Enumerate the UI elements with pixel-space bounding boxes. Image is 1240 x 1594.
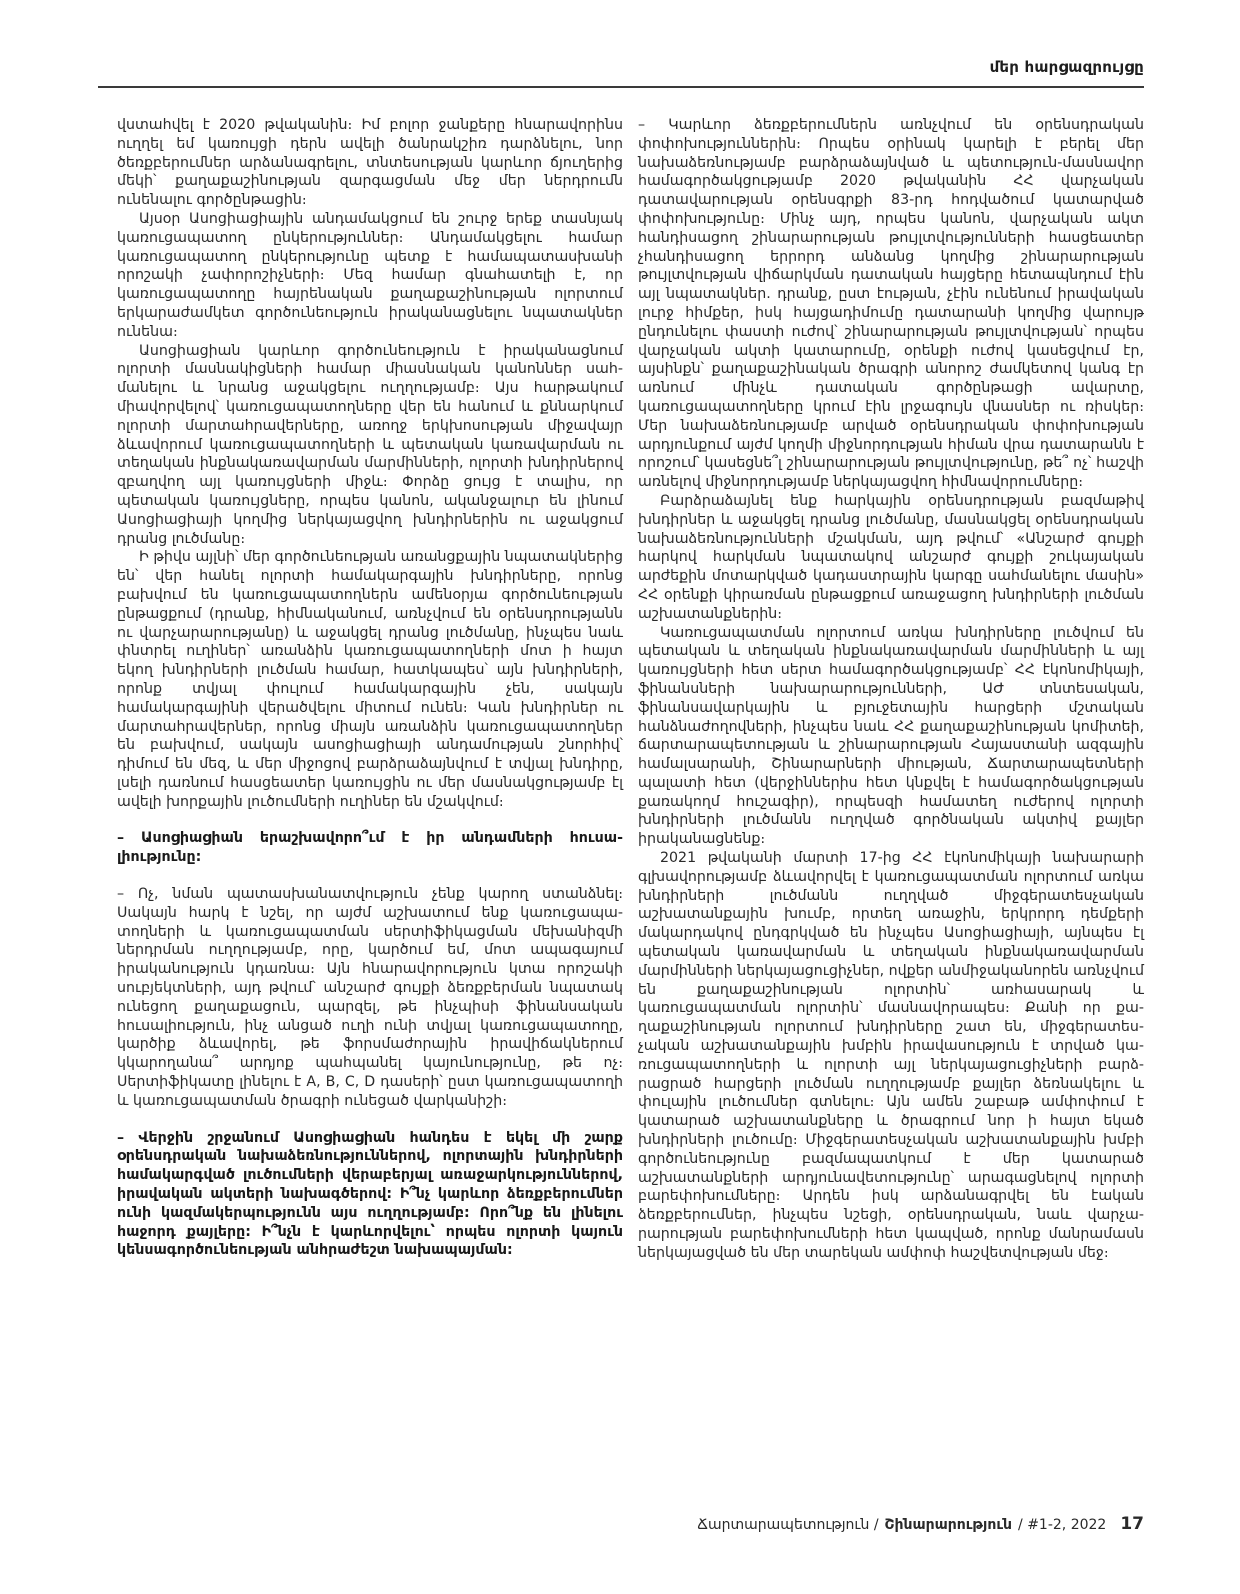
left-column (117, 116, 623, 1278)
page-footer (697, 1514, 1144, 1534)
interview-question: – Վերջին շրջանում Ասոցիացիան հանդես է եկել մի շարք օրենսդրական նախաձեռնություններով, ոլորտային խնդիրների համակարգված լուծումների վերաբերյալ առաջարկություններով, իրավական ակտերի նախագծերով: Ի՞նչ կարևոր ձեռքբերումներ ունի կազմակերպությունն այս ուղղությամբ: Որո՞նք են լինելու հաջորդ քայլերը: Ի՞նչն է կարևորվելու՝ որպես ոլորտի կայուն կենսագործունեության անհրաժեշտ նախապայման: (117, 1129, 623, 1259)
footer-magazine-name: Շինարարություն (884, 1517, 1013, 1533)
article-paragraph: – Ոչ, նման պատասխանատվություն չենք կարող ստանձնել։ Սակայն հարկ է նշել, որ այժմ աշխատում ենք կառուցապատողների և կառուցապատման սերտիֆիկացման մեխանիզմի ներդրման ուղղությամբ, որը, կարծում եմ, մոտ ապագայում իրականություն կդառնա։ Այն հնարավորություն կտա որոշակի սուբյեկտների, այդ թվում՝ անշարժ գույքի ձեռքբերման նպատակ ունեցող քաղաքացուն, պարզել, թե ինչպիսի ֆինանսական հուսալիություն, ինչ անցած ուղի ունի տվյալ կառուցապատողը, կարծիք ձևավորել, թե ֆորսմաժորային իրավիճակներում կկարողանա՞ արդյոք պահպանել կայունությունը, թե ոչ։ Սերտիֆիկատը լինելու է A, B, C, D դասերի՝ ըստ կառուցապատողի և կառուցապատման ծրագրի ունեցած վարկանիշի։ (117, 886, 623, 1109)
page-number: 17 (1120, 1514, 1144, 1534)
footer-issue: / #1-2, 2022 (1018, 1517, 1107, 1533)
article-paragraph: Բարձրաձայնել ենք հարկային օրենսդրության բազմաթիվ խնդիրներ և աջակցել դրանց լուծմանը, մասնակցել օրենսդրական նախաձեռնությունների մշակման, այդ թվում՝ «Անշարժ գույքի հարկով հարկման նպատակով անշարժ գույքի շուկայական արժեքին մոտարկված կադաստրային կարգը սահմանելու մասին» ՀՀ օրենքի կիրառման ընթացքում առաջացող խնդիրների լուծման աշխատանքներին։ (638, 492, 1144, 622)
footer-section-name: Ճարտարապետություն / (697, 1517, 879, 1533)
article-paragraph: 2021 թվականի մարտի 17-ից ՀՀ էկոնոմիկայի նախարարի գլխավորությամբ ձևավորվել է կառուցապատման ոլորտում առկա խնդիրների լուծմանն ուղղված միջգերատեսչական աշխատանքային խումբ, որտեղ առաջին, երկրորդ դեմքերի մակարդակով ընդգրկված են ինչպես Ասոցիացիայի, այնպես էլ պետական կառավարման և տեղական ինքնակառավարման մարմինների ներկայացուցիչներ, ովքեր անմիջականորեն առնչվում են քաղաքաշինության ոլորտին՝ առհասարակ և կառուցապատման ոլորտին՝ մասնավորապես։ Քանի որ քաղաքաշինության ոլորտում խնդիրները շատ են, միջգերատեսչական աշխատանքային խմբին իրավասություն է տրված կառուցապատողների և ոլորտի այլ ներկայացուցիչների բարձրացրած հարցերի լուծման ուղղությամբ քայլեր ձեռնակելու և փուլային լուծումներ գտնելու։ Այն ամեն շաբաթ ամփոփում է կատարած աշխատանքները և ծրագրում նոր ի հայտ եկած խնդիրների լուծումը։ Միջգերատեսչական աշխատանքային խմբի գործունեությունը բազմապատկում է մեր կատարած աշխատանքների արդյունավետությունը՝ արագացնելով ոլորտի բարեփոխումները։ Արդեն իսկ արձանագրվել են էական ձեռքբերումներ, ինչպես նշեցի, օրենսդրական, նաև վարչարարության բարեփոխումների հետ կապված, որոնք մանրամասն ներկայացված են մեր տարեկան ամփոփ հաշվետվության մեջ։ (638, 850, 1144, 1261)
article-paragraph: Ասոցիացիան կարևոր գործունեություն է իրականացնում ոլորտի մասնակիցների համար միասնական կանոններ սահմանելու և նրանց աջակցելու ուղղությամբ։ Այս հարթակում միավորվելով՝ կառուցապատողները վեր են հանում և քննարկում ոլորտի մարտահրավերները, առողջ երկխոսության միջավայր ձևավորում կառուցապատողների և պետական կառավարման ու տեղական ինքնակառավարման մարմինների, ոլորտի խնդիրներով զբաղվող այլ կառույցների միջև։ Փորձը ցույց է տալիս, որ պետական կառույցները, որպես կանոն, ականջալուր են լինում Ասոցիացիայի կողմից ներկայացվող խնդիրներին ու աջակցում դրանց լուծմանը։ (117, 342, 623, 547)
article-paragraph: Այսօր Ասոցիացիային անդամակցում են շուրջ երեք տասնյակ կառուցապատող ընկերություններ։ Անդամակցելու համար կառուցապատող ընկերությունը պետք է համապատասխանի որոշակի չափորոշիչների։ Մեզ համար գնահատելի է, որ կառուցապատողը հայրենական քաղաքաշինության ոլորտում երկարաժամկետ գործունեություն իրականացնելու նպատակներ ունենա։ (117, 210, 623, 340)
section-tag: մեր հարցազրույցը (989, 58, 1144, 76)
right-column (638, 116, 1144, 1263)
article-paragraph: վստահվել է 2020 թվականին։ Իմ բոլոր ջանքերը հնարավորինս ուղղել եմ կառույցի դերն ավելի ծանրակշիռ դարձնելու, նոր ծեռքբերումներ արձանագրելու, տնտեսության կարևոր ճյուղերից մեկի՝ քաղաքաշինության զարգացման մեջ մեր ներդրումն ունենալու գործընթացին։ (117, 117, 623, 209)
article-paragraph: – Կարևոր ձեռքբերումներն առնչվում են օրենսդրական փոփոխություններին։ Որպես օրինակ կարելի է բերել մեր նախաձեռնությամբ բարձրաձայնված և պետություն-մասնավոր համագործակցությամբ 2020 թվականին ՀՀ վարչական դատավարության օրենսգրքի 83-րդ հոդվածում կատարված փոփոխությունը։ Մինչ այդ, որպես կանոն, վարչական ակտ հանդիսացող շինարարության թույլտվությունների հասցեատեր չհանդիսացող երրորդ անձանց կողմից շինարարության թույլտվության վիճարկման դատական հայցերը հետապնդում էին այլ նպատակներ. դրանք, ըստ էության, չէին ունենում իրավական լուրջ հիմքեր, իսկ հայցադիմումը դատարանի կողմից վարույթ ընդունելու փաստի ուժով՝ շինարարության թույլտվության՝ որպես վարչական ակտի կատարումը, օրենքի ուժով կասեցվում էր, այսինքն՝ քաղաքաշինական ծրագրի անորոշ ժամկետով կանգ էր առնում մինչև դատական գործընթացի ավարտը, կառուցապատողները կրում էին լրջագույն վնասներ ու ռիսկեր։ Մեր նախաձեռնությամբ արված օրենսդրական փոփոխության արդյունքում այժմ կողմի միջնորդության հիման վրա դատարանն է որոշում՝ կասեցնե՞լ շինարարության թույլտվությունը, թե՞ ոչ՝ հաշվի առնելով միջնորդությամբ ներկայացվող հիմնավորումները։ (638, 117, 1144, 491)
header-rule (98, 86, 1144, 88)
interview-question: – Ասոցիացիան երաշխավորո՞ւմ է իր անդամների հուսալիությունը: (117, 830, 623, 866)
article-paragraph: Ի թիվս այլնի՝ մեր գործունեության առանցքային նպատակներից են՝ վեր հանել ոլորտի համակարգային խնդիրները, որոնց բախվում են կառուցապատողներն ամենօրյա գործունեության ընթացքում (դրանք, հիմնականում, առնչվում են օրենսդրությանն ու վարչարարությանը) և աջակցել դրանց լուծմանը, ինչպես նաև փնտրել ուղիներ՝ առանձին կառուցապատողների մոտ ի հայտ եկող խնդիրների լուծման համար, հատկապես՝ այն խնդիրների, որոնք տվյալ փուլում համակարգային չեն, սակայն համակարգայինի վերածվելու միտում ունեն։ Կան խնդիրներ ու մարտահրավերներ, որոնց միայն առանձին կառուցապատողներ են բախվում, սակայն ասոցիացիայի անդամության շնորհիվ՝ դիմում են մեզ, և մեր միջոցով բարձրաձայնվում է տվյալ խնդիրը, լսելի դառնում հասցեատեր կառույցին ու մեր մասնակցությամբ էլ ավելի խորքային լուծումների ուղիներ են մշակվում։ (117, 549, 623, 810)
article-paragraph: Կառուցապատման ոլորտում առկա խնդիրները լուծվում են պետական և տեղական ինքնակառավարման մարմինների և այլ կառույցների հետ սերտ համագործակցությամբ՝ ՀՀ էկոնոմիկայի, ֆինանսների նախարարությունների, ԱԺ տնտեսական, ֆինանսավարկային և բյուջետային հարցերի մշտական հանձնաժողովների, ինչպես նաև ՀՀ քաղաքաշինության կոմիտեի, ճարտարապետության և շինարարության Հայաստանի ազգային համալսարանի, Շինարարների միության, Ճարտարապետների պալատի հետ (վերջիններիս հետ կնքվել է համագործակցության քառակողմ հուշագիր), որպեսզի համատեղ ուժերով ոլորտի խնդիրների լուծմանն ուղղված գործնական ակտիվ քայլեր իրականացնենք։ (638, 624, 1144, 848)
